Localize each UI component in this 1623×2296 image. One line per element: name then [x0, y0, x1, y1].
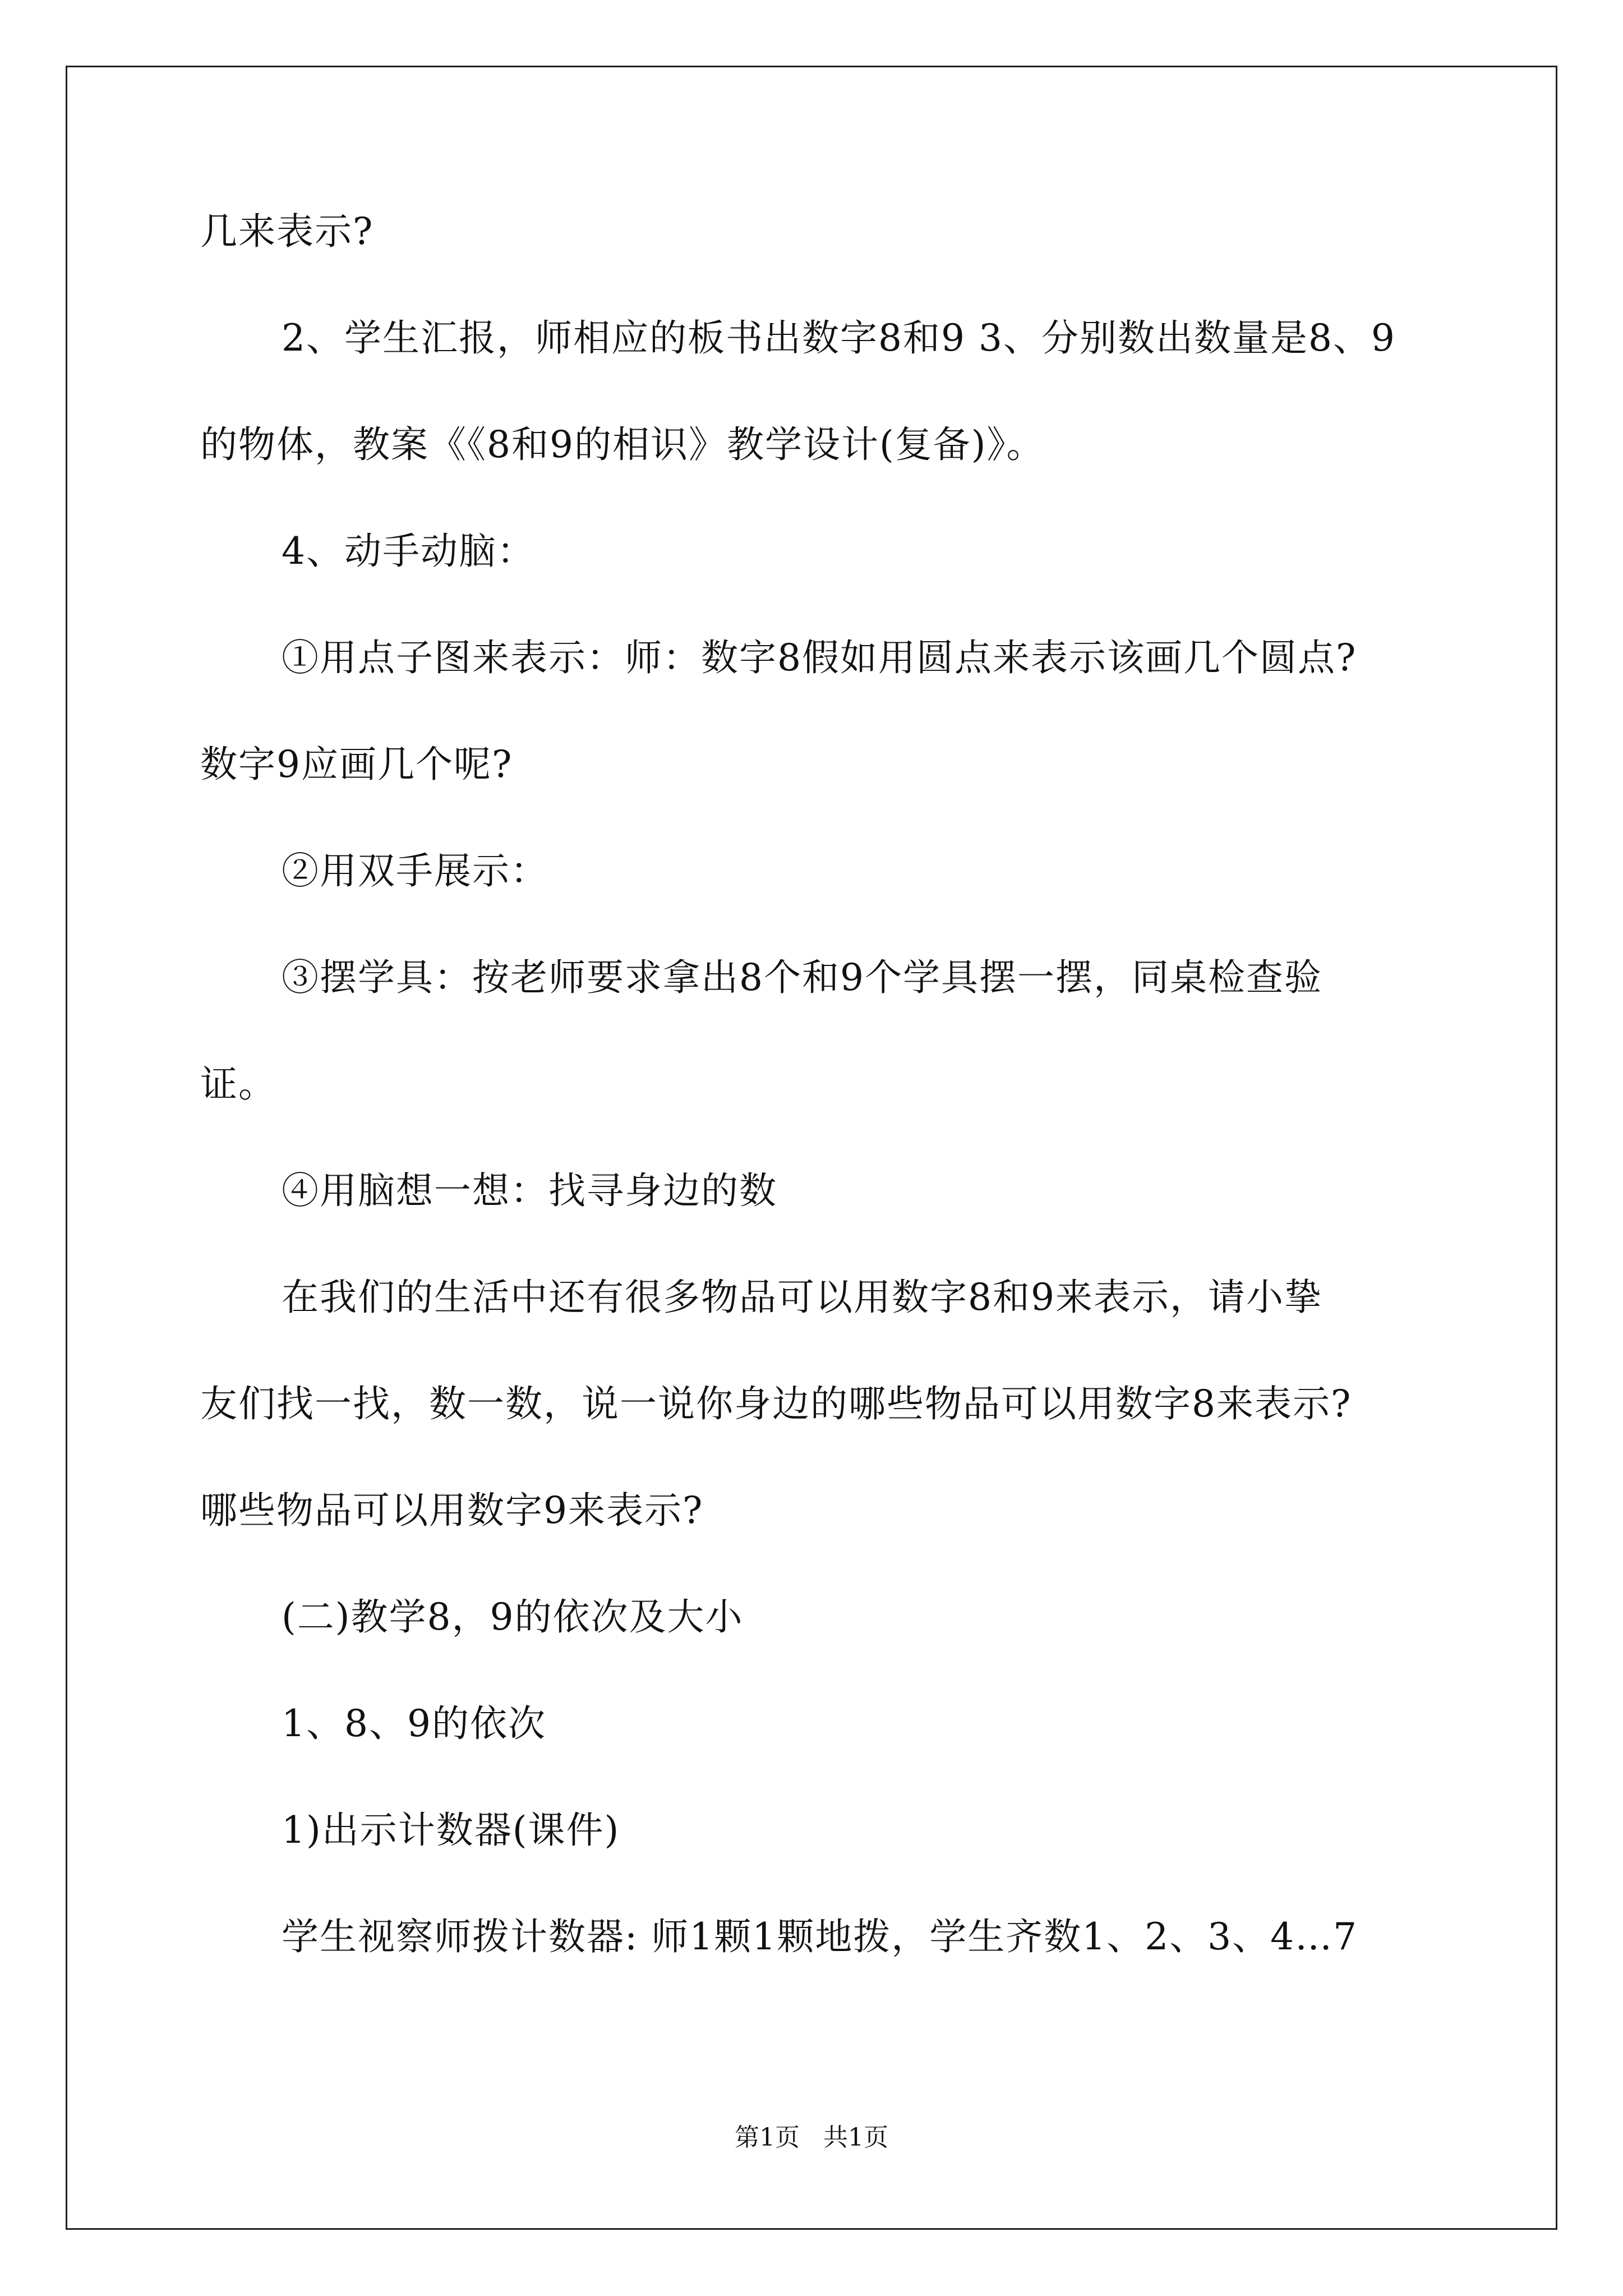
text-line: 1)出示计数器(课件): [282, 1809, 620, 1852]
text-line: 友们找一找，数一数，说一说你身边的哪些物品可以用数字8来表示?: [200, 1382, 1352, 1425]
text-line: ③摆学具：按老师要求拿出8个和9个学具摆一摆，同桌检查验: [282, 956, 1322, 999]
text-line: 2、学生汇报，师相应的板书出数字8和9 3、分别数出数量是8、9: [282, 316, 1396, 360]
text-line: ④用脑想一想：找寻身边的数: [282, 1169, 777, 1212]
text-line: ①用点子图来表示：师：数字8假如用圆点来表示该画几个圆点?: [282, 636, 1357, 679]
text-line: (二)教学8，9的依次及大小: [282, 1595, 744, 1639]
text-line: ②用双手展示：: [282, 849, 548, 892]
text-line: 1、8、9的依次: [282, 1702, 546, 1745]
text-line: 哪些物品可以用数字9来表示?: [200, 1489, 704, 1532]
page-border: [66, 66, 1557, 2230]
text-line: 的物体，教案《《8和9的相识》教学设计(复备)》。: [200, 423, 1045, 466]
text-line: 几来表示?: [200, 210, 374, 253]
text-line: 4、动手动脑：: [282, 530, 535, 573]
text-line: 数字9应画几个呢?: [200, 743, 513, 786]
page-number-footer: 第1页 共1页: [735, 2123, 888, 2152]
text-line: 证。: [200, 1062, 276, 1106]
text-line: 在我们的生活中还有很多物品可以用数字8和9来表示，请小挚: [282, 1276, 1322, 1319]
text-line: 学生视察师拨计数器: 师1颗1颗地拨，学生齐数1、2、3、4…7: [282, 1915, 1358, 1958]
